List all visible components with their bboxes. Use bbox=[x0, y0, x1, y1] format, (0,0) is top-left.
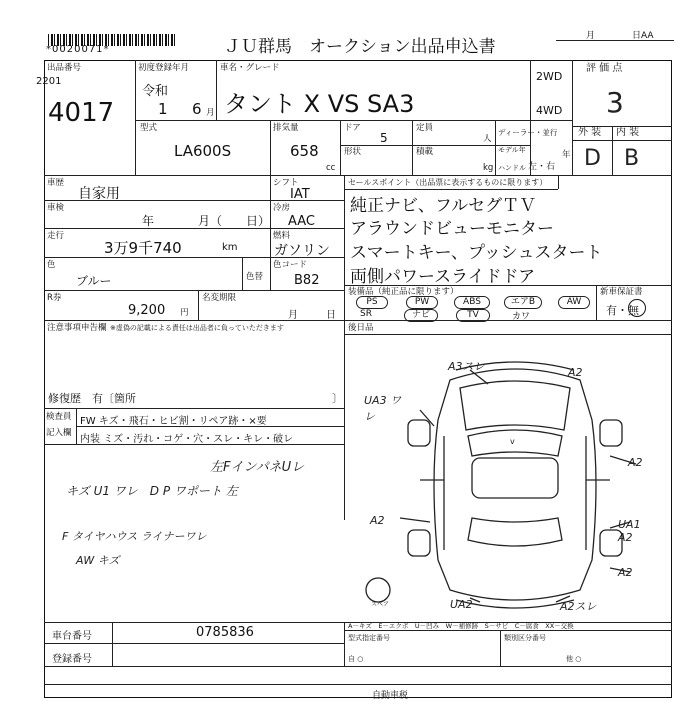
exterior-value: D bbox=[584, 146, 601, 171]
repair-history: 修復歴 有〔箇所 bbox=[48, 392, 136, 405]
doors-label: ドア bbox=[344, 123, 361, 133]
handwritten-note-3: F タイヤハウス ライナーワレ bbox=[62, 530, 207, 543]
drive-4wd: 4WD bbox=[536, 104, 563, 117]
inspector-row-1: FW キズ・飛石・ヒビ割・リペア跡・×要 bbox=[80, 416, 267, 427]
wheel-front-left bbox=[408, 420, 430, 446]
model-year-unit: 年 bbox=[562, 150, 571, 160]
self-mark: 自 ○ bbox=[348, 655, 364, 663]
wheel-rear-left bbox=[408, 530, 430, 556]
after-items-label: 後日品 bbox=[348, 323, 374, 333]
paint-change-label: 色替 bbox=[246, 272, 264, 282]
equip-navi: ナビ bbox=[404, 309, 438, 322]
equip-leather: カワ bbox=[512, 312, 531, 322]
notes-label: 注意事項申告欄 bbox=[47, 323, 107, 333]
displacement-unit: cc bbox=[326, 163, 336, 173]
new-car-warranty-label: 新車保証書 bbox=[600, 287, 643, 297]
color-code-value: B82 bbox=[294, 273, 320, 288]
car-body-outline bbox=[434, 369, 596, 600]
sales-point-3: スマートキー、プッシュスタート bbox=[350, 243, 603, 263]
registration-label: 登録番号 bbox=[52, 654, 92, 665]
capacity-label: 定員 bbox=[416, 123, 434, 133]
damage-label-a2-top: A2 bbox=[568, 366, 583, 379]
recycle-value: 9,200 bbox=[128, 303, 166, 318]
equip-aw: AW bbox=[558, 296, 590, 309]
inspector-row-2: 内装 ミズ・汚れ・コゲ・穴・スレ・キレ・破レ bbox=[80, 434, 294, 445]
equip-pw: PW bbox=[406, 296, 438, 309]
shift-label: シフト bbox=[273, 178, 299, 188]
inspector-label-2: 記入欄 bbox=[46, 428, 72, 438]
handwritten-note-2: キズ U1 ワレ D P ワポート 左 bbox=[66, 484, 238, 498]
sales-points-label: セールスポイント（出品票に表示するものに限ります） bbox=[348, 178, 548, 187]
interior-label: 内 装 bbox=[616, 127, 640, 138]
car-name-label: 車名・グレード bbox=[220, 63, 280, 73]
title-deadline-label: 名変期限 bbox=[202, 293, 237, 303]
color-code-label: 色コード bbox=[273, 260, 308, 270]
history-label: 車歴 bbox=[47, 178, 65, 188]
car-roof bbox=[472, 458, 558, 498]
spare-label: スペア bbox=[371, 601, 390, 608]
lot-number-label: 出品番号 bbox=[47, 63, 82, 73]
mileage-label: 走行 bbox=[47, 231, 65, 241]
damage-label-ua3: UA3 ワレ bbox=[364, 394, 402, 423]
handle-value: 左・右 bbox=[528, 162, 556, 172]
fuel-label: 燃料 bbox=[273, 231, 291, 241]
exterior-label: 外 装 bbox=[578, 127, 602, 138]
equip-tv: TV bbox=[456, 309, 490, 322]
history-value: 自家用 bbox=[78, 186, 120, 202]
capacity-unit: 人 bbox=[483, 134, 492, 144]
auto-tax-label: 自動車税 bbox=[372, 691, 409, 701]
title-deadline-day: 日 bbox=[326, 310, 336, 321]
doors-value: 5 bbox=[380, 131, 388, 145]
inspection-label: 車検 bbox=[47, 203, 65, 213]
first-reg-label: 初度登録年月 bbox=[138, 63, 190, 73]
sales-point-4: 両側パワースライドドア bbox=[350, 267, 536, 287]
damage-label-ua1: UA1 A2 bbox=[618, 518, 641, 544]
category-label: 類別区分番号 bbox=[504, 634, 546, 642]
model-value: LA600S bbox=[174, 142, 232, 160]
interior-value: B bbox=[624, 146, 640, 171]
new-car-warranty-circle bbox=[628, 299, 646, 317]
damage-label-a2-left: A2 bbox=[370, 514, 385, 527]
damage-label-a3: A3スレ bbox=[448, 360, 485, 373]
damage-label-a2-right: A2 bbox=[628, 456, 643, 469]
drive-2wd: 2WD bbox=[536, 70, 563, 83]
top-right-month: 月 bbox=[586, 31, 596, 41]
shift-value: IAT bbox=[290, 187, 310, 202]
displacement-value: 658 bbox=[290, 142, 319, 160]
repair-history-close: 〕 bbox=[332, 392, 343, 405]
shape-label: 形状 bbox=[344, 147, 362, 157]
model-label: 型式 bbox=[140, 123, 158, 133]
first-reg-year: 1 bbox=[158, 100, 168, 118]
equip-sr: SR bbox=[360, 309, 372, 319]
code-box: 2201 bbox=[36, 76, 62, 87]
car-rear-glass bbox=[468, 518, 562, 546]
new-car-warranty-value: 有・無 bbox=[606, 304, 639, 317]
chassis-value: 0785836 bbox=[196, 625, 254, 640]
equip-ps: PS bbox=[356, 296, 388, 309]
mileage-value: 3万9千740 bbox=[104, 239, 182, 257]
notes-warning: ※虚偽の記載による責任は出品者に負っていただきます bbox=[110, 324, 284, 332]
form-title: ＪＵ群馬 オークション出品申込書 bbox=[224, 37, 496, 57]
dealer-label: ディーラー・並行 bbox=[498, 128, 558, 137]
car-name: タント X VS SA3 bbox=[224, 90, 415, 118]
handwritten-note-1: 左FインパネUレ bbox=[210, 460, 305, 475]
model-year-label: モデル年 bbox=[498, 146, 526, 154]
mileage-unit: km bbox=[222, 242, 238, 253]
inspector-label-1: 検査員 bbox=[46, 412, 72, 422]
equipment-label: 装備品（純正品に限ります） bbox=[348, 287, 459, 297]
grade-value: 3 bbox=[606, 86, 624, 119]
first-reg-month: 6 bbox=[192, 100, 202, 118]
damage-label-a2-rear: A2 bbox=[618, 566, 633, 579]
barcode-text: *0020071* bbox=[46, 44, 110, 55]
equip-airbag: エアB bbox=[504, 296, 542, 309]
handwritten-note-4: AW キズ bbox=[76, 554, 120, 567]
car-hood bbox=[460, 381, 570, 430]
displacement-label: 排気量 bbox=[273, 123, 299, 133]
damage-label-a2-rear-right: A2スレ bbox=[560, 600, 597, 613]
inspection-year: 年 bbox=[142, 214, 155, 228]
top-right-day: 日AA bbox=[632, 31, 654, 41]
load-unit: kg bbox=[483, 163, 494, 173]
equip-abs: ABS bbox=[454, 296, 490, 309]
recycle-unit: 円 bbox=[180, 308, 189, 318]
chassis-label: 車台番号 bbox=[52, 631, 92, 642]
wheel-front-right bbox=[600, 420, 622, 446]
fuel-value: ガソリン bbox=[274, 243, 330, 259]
grade-label: 評 価 点 bbox=[586, 63, 623, 74]
inspection-day: 日） bbox=[246, 214, 271, 228]
handle-label: ハンドル bbox=[498, 164, 526, 172]
car-windshield bbox=[468, 430, 562, 456]
color-value: ブルー bbox=[76, 274, 112, 288]
sales-point-1: 純正ナビ、フルセグＴＶ bbox=[350, 196, 537, 216]
spare-tire bbox=[366, 578, 390, 602]
damage-legend: A－キズ E－エクボ U－凹み W－補修跡 S－サビ C－腐食 XX－交換 bbox=[348, 622, 574, 630]
sales-point-2: アラウンドビューモニター bbox=[350, 219, 554, 239]
color-label: 色 bbox=[47, 260, 56, 270]
lot-number: 4017 bbox=[48, 98, 115, 128]
recycle-label: R券 bbox=[47, 293, 62, 303]
other-mark: 他 ○ bbox=[566, 655, 582, 663]
first-reg-era: 令和 bbox=[142, 84, 169, 99]
damage-label-ua2: UA2 bbox=[450, 598, 473, 611]
svg-text:v: v bbox=[510, 437, 515, 446]
first-reg-month-unit: 月 bbox=[206, 108, 215, 118]
load-label: 積載 bbox=[416, 147, 434, 157]
title-deadline-month: 月 bbox=[288, 310, 298, 321]
inspection-month: 月（ bbox=[198, 214, 223, 228]
ac-label: 冷房 bbox=[273, 203, 291, 213]
type-designation-label: 型式指定番号 bbox=[348, 634, 390, 642]
ac-value: AAC bbox=[288, 214, 315, 229]
